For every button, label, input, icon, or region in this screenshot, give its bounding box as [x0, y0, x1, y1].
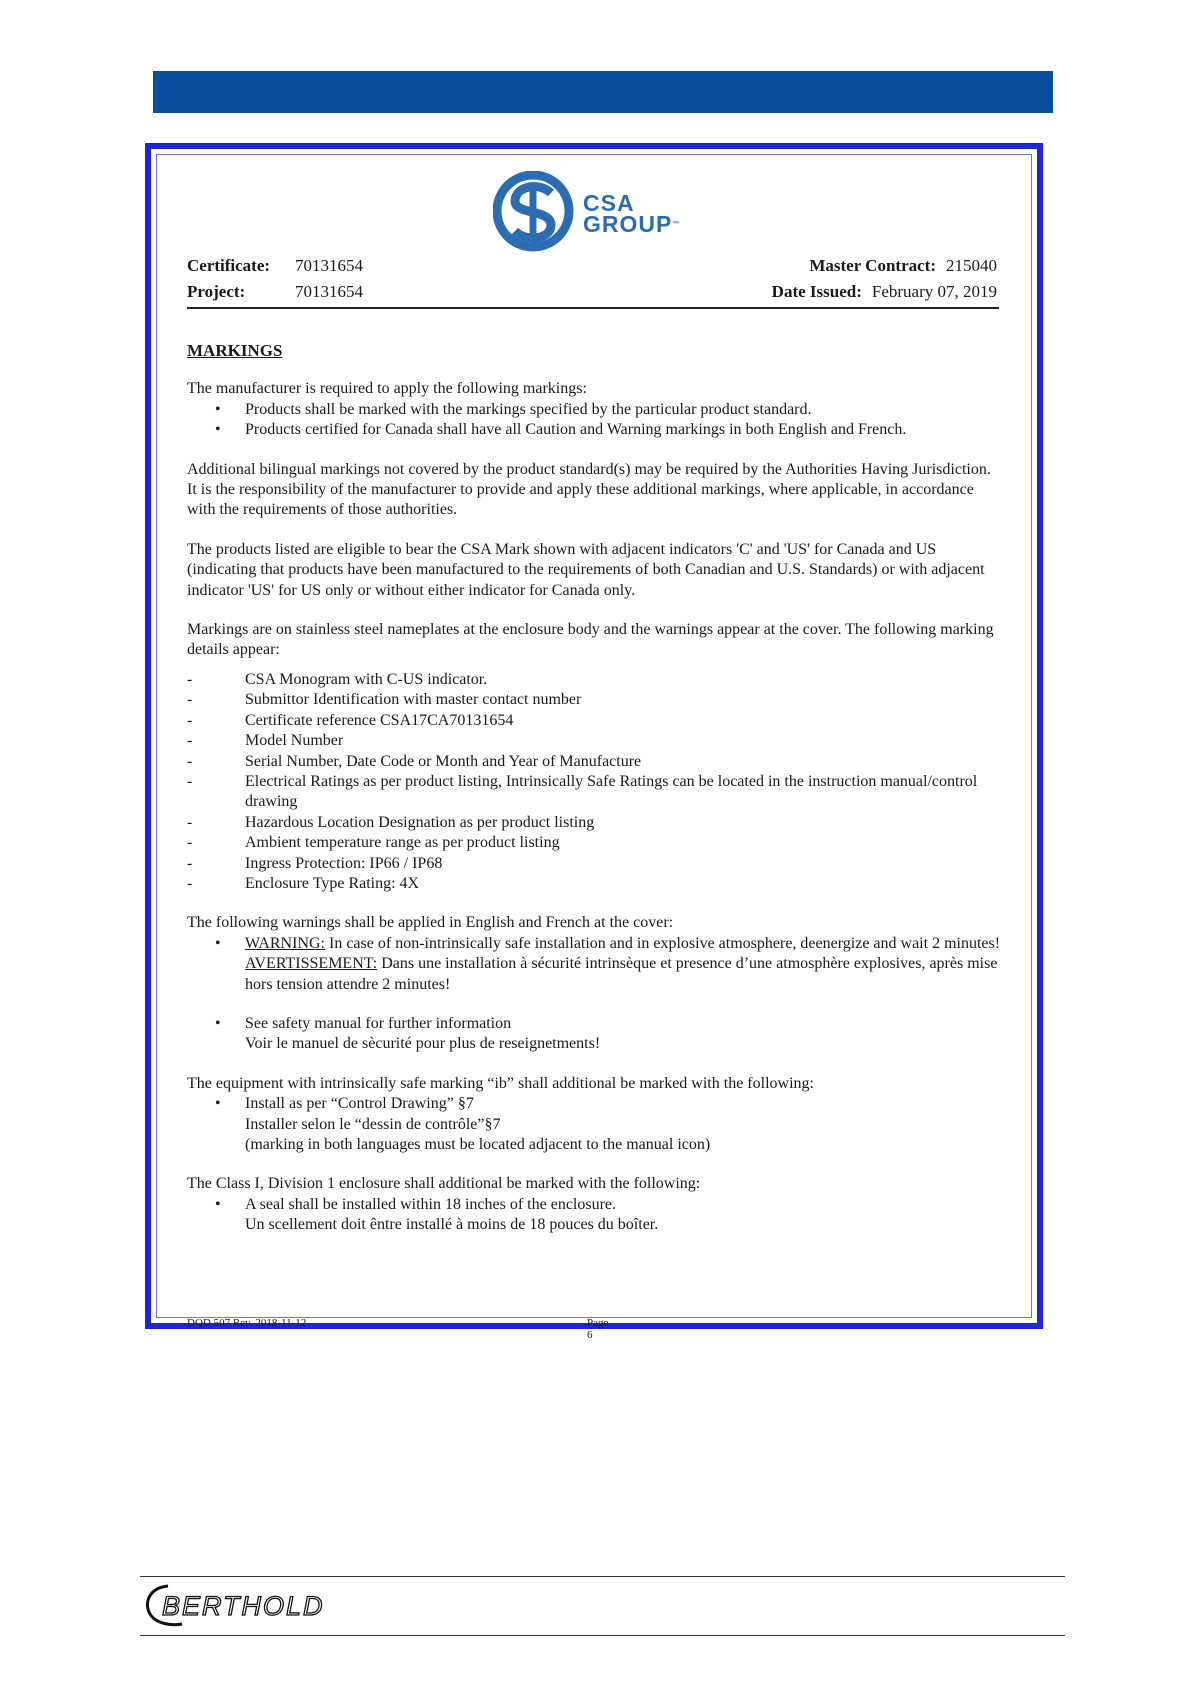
certificate-footer	[187, 1317, 609, 1341]
warning-text: In case of non-intrinsically safe installation and in explosive atmosphere, deenergize and wait 2 minutes!	[325, 934, 1001, 952]
seal-en: A seal shall be installed within 18 inches of the enclosure.	[245, 1195, 617, 1213]
master-contract-value: 215040	[946, 256, 997, 275]
list-item: - Certificate reference CSA17CA70131654	[187, 711, 1001, 731]
markings-section	[187, 341, 1001, 1236]
nameplate-paragraph: Markings are on stainless steel nameplates at the enclosure body and the warnings appear at the cover. The following marking details appear:	[187, 621, 994, 659]
avertissement-label: AVERTISSEMENT:	[245, 955, 378, 973]
csa-monogram-icon	[493, 171, 583, 255]
footer-rule-top	[140, 1576, 1065, 1577]
avertissement-text: Dans une installation à sécurité intrinsèque et presence d’une atmosphère explosives, après mise hors tension attendre 2 minutes!	[245, 955, 998, 993]
list-item	[187, 1195, 1001, 1236]
bilingual-paragraph: Additional bilingual markings not covered by the product standard(s) may be required by the Authorities Having Jurisdiction. It is the responsibility of the manufacturer to provide and apply these additional markings, where applicable, in accordance with the requirements of those authorities.	[187, 460, 991, 519]
page-number: Page 6	[587, 1317, 609, 1341]
berthold-swoosh-icon	[142, 1582, 372, 1628]
warnings-list	[187, 934, 1001, 1055]
ib-list	[187, 1094, 1001, 1155]
list-item: - Serial Number, Date Code or Month and Year of Manufacture	[187, 752, 1001, 772]
list-item: - Ingress Protection: IP66 / IP68	[187, 854, 1001, 874]
list-item: - CSA Monogram with C-US indicator.	[187, 670, 1001, 690]
date-issued-label: Date Issued:	[771, 282, 862, 301]
class-division-intro: The Class I, Division 1 enclosure shall additional be marked with the following:	[187, 1175, 701, 1193]
list-item: - Model Number	[187, 731, 1001, 751]
list-item: - Submittor Identification with master contact number	[187, 690, 1001, 710]
safety-manual-fr: Voir le manuel de sècurité pour plus de reseignetments!	[245, 1035, 601, 1053]
header-divider	[187, 307, 999, 309]
list-item: - Hazardous Location Designation as per product listing	[187, 813, 1001, 833]
project-value: 70131654	[295, 282, 363, 301]
warning-label: WARNING:	[245, 934, 325, 952]
list-item	[187, 1094, 1001, 1155]
footer-rule-bottom	[140, 1635, 1065, 1636]
project-label: Project:	[187, 282, 246, 301]
seal-fr: Un scellement doit êntre installé à moins de 18 pouces du boîter.	[245, 1216, 659, 1234]
certificate-label: Certificate:	[187, 256, 271, 275]
csa-wordmark-line1: CSA	[583, 190, 635, 216]
list-item: • Products shall be marked with the markings specified by the particular product standard.	[187, 400, 1001, 420]
marking-details-list	[187, 670, 1001, 894]
warnings-intro: The following warnings shall be applied in English and French at the cover:	[187, 914, 674, 932]
intro-bullets	[187, 400, 1001, 441]
certificate-meta	[187, 253, 997, 305]
csa-group-logo	[493, 171, 713, 255]
list-item: • Products certified for Canada shall have all Caution and Warning markings in both English and French.	[187, 420, 1001, 440]
ib-install-fr: Installer selon le “dessin de contrôle”§7	[245, 1115, 501, 1133]
berthold-wordmark: BERTHOLD	[162, 1591, 325, 1621]
certificate-page	[145, 143, 1043, 1341]
list-item	[187, 1014, 1001, 1055]
ib-note: (marking in both languages must be located adjacent to the manual icon)	[245, 1136, 711, 1153]
csa-wordmark-line2: GROUP	[583, 211, 673, 237]
intro-text: The manufacturer is required to apply the following markings:	[187, 380, 587, 398]
ib-install-en: Install as per “Control Drawing” §7	[245, 1095, 474, 1113]
section-heading: MARKINGS	[187, 341, 283, 360]
trademark-symbol: ™	[672, 221, 681, 228]
list-item: - Electrical Ratings as per product listing, Intrinsically Safe Ratings can be located in the instruction manual/control drawing	[187, 772, 1001, 813]
list-item: - Enclosure Type Rating: 4X	[187, 874, 1001, 894]
list-item	[187, 934, 1001, 995]
list-item: - Ambient temperature range as per product listing	[187, 833, 1001, 853]
top-header-band	[153, 71, 1053, 113]
safety-manual-en: See safety manual for further information	[245, 1014, 512, 1032]
form-reference: DQD 507 Rev. 2018-11-12	[187, 1317, 307, 1329]
csa-mark-paragraph: The products listed are eligible to bear the CSA Mark shown with adjacent indicators 'C' and 'US' for Canada and US (indicating that products have been manufactured to the requirements of both Canadian and U.S. Standards) or with adjacent indicator 'US' for US only or without either indicator for Canada only.	[187, 540, 985, 599]
date-issued-value: February 07, 2019	[871, 282, 997, 301]
seal-list	[187, 1195, 1001, 1236]
csa-wordmark	[583, 190, 681, 237]
ib-intro: The equipment with intrinsically safe marking “ib” shall additional be marked with the following:	[187, 1074, 814, 1092]
certificate-value: 70131654	[295, 256, 363, 275]
master-contract-label: Master Contract:	[809, 256, 936, 275]
berthold-logo	[142, 1582, 372, 1628]
